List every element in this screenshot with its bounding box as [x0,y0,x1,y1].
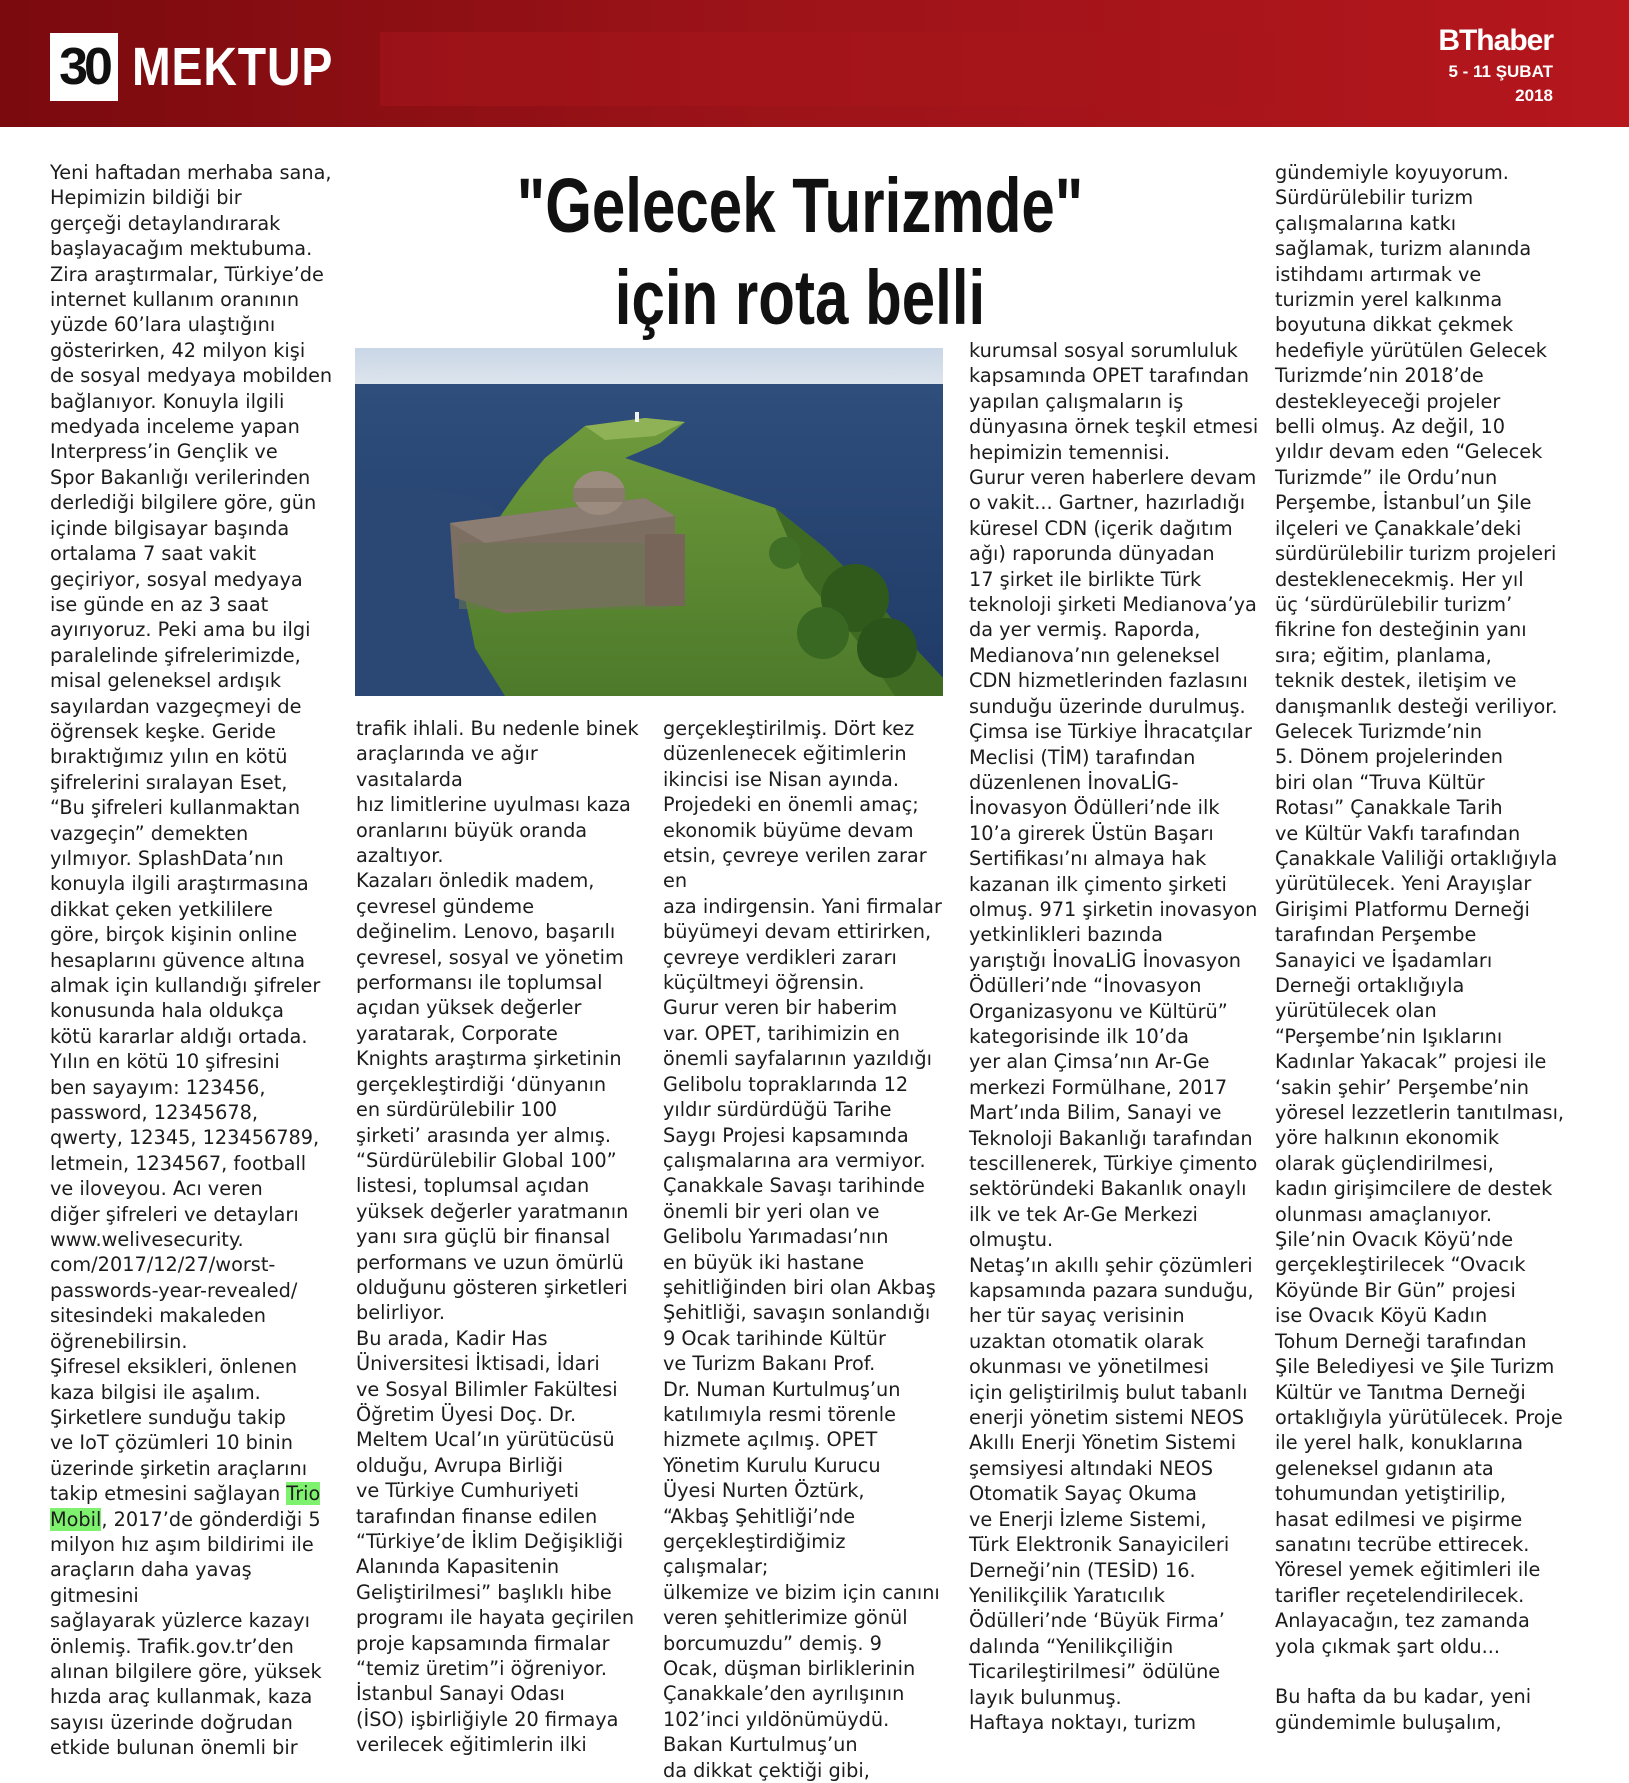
highlight-mobil: Mobil [50,1507,102,1531]
brand-logo: BThaber [1438,24,1553,57]
article-column-2: trafik ihlali. Bu nedenle binek araçlarında ve ağır vasıtalarda hız limitlerine uyulması kaza oranlarını büyük oranda azaltıyor. Kazaları önledik madem, çevresel gündeme değinelim. Lenovo, başarılı çevresel, sosyal ve yönetim performansı ile toplumsal açıdan yüksek değerler yaratarak, Corporate Knights araştırma şirketinin gerçekleştirdiği ‘dünyanın en sürdürülebilir 100 şirketi’ arasında yer almış. “Sürdürülebilir Global 100” listesi, toplumsal açıdan yüksek değerler yaratmanın yanı sıra güçlü bir finansal performans ve uzun ömürlü olduğunu gösteren şirketleri belirliyor. Bu arada, Kadir Has Üniversitesi İktisadi, İdari ve Sosyal Bilimler Fakültesi Öğretim Üyesi Doç. Dr. Meltem Ucal’ın yürütücüsü olduğu, Avrupa Birliği ve Türkiye Cumhuriyeti tarafından finanse edilen “Türkiye’de İklim Değişikliği Alanında Kapasitenin Geliştirilmesi” başlıklı hibe programı ile hayata geçirilen proje kapsamında firmalar “temiz üretim”i öğreniyor. İstanbul Sanayi Odası (İSO) işbirliğiyle 20 firmaya verilecek eğitimlerin ilki [356,717,639,1757]
issue-date-days: 5 - 11 ŞUBAT [1448,62,1553,81]
highlight-trio: Trio [286,1482,321,1506]
article-column-1 [50,160,340,1761]
headline-line-2: için rota belli [614,255,986,341]
column-1-text-b: , 2017’de gönderdiği 5 milyon hız aşım bildirimi ile araçların daha yavaş gitmesini sağlayarak yüzlerce kazayı önlemiş. Trafik.gov.tr’den alınan bilgilere göre, yüksek hızda araç kullanmak, kaza sayısı üzerinde doğrudan etkide bulunan önemli bir [50,1507,322,1760]
issue-date-year: 2018 [1515,86,1553,105]
page-number: 30 [50,33,118,101]
section-title: MEKTUP [132,37,334,97]
article-column-3: gerçekleştirilmiş. Dört kez düzenlenecek eğitimlerin ikincisi ise Nisan ayında. Projedeki en önemli amaç; ekonomik büyüme devam etsin, çevreye verilen zarar en aza indirgensin. Yani firmalar büyümeyi devam ettirirken, çevreye verdikleri zararı küçültmeyi öğrensin. Gurur veren bir haberim var. OPET, tarihimizin en önemli sayfalarının yazıldığı Gelibolu topraklarında 12 yıldır sürdürdüğü Tarihe Saygı Projesi kapsamında çalışmalarına ara vermiyor. Çanakkale Savaşı tarihinde önemli bir yeri olan ve Gelibolu Yarımadası’nın en büyük iki hastane şehitliğinden biri olan Akbaş Şehitliği, savaşın sonlandığı 9 Ocak tarihinde Kültür ve Turizm Bakanı Prof. Dr. Numan Kurtulmuş’un katılımıyla resmi törenle hizmete açılmış. OPET Yönetim Kurulu Kurucu Üyesi Nurten Öztürk, “Akbaş Şehitliği’nde gerçekleştirdiğimiz çalışmalar; ülkemize ve bizim için canını veren şehitlerimize gönül borcumuzdu” demiş. 9 Ocak, düşman birliklerinin Çanakkale’den ayrılışının 102’inci yıldönümüydü. Bakan Kurtulmuş’un da dikkat çektiği gibi, [663,717,942,1782]
column-1-text-a: Yeni haftadan merhaba sana, Hepimizin bildiği bir gerçeği detaylandırarak başlayacağım mektubuma. Zira araştırmalar, Türkiye’de internet kullanım oranının yüzde 60’lara ulaştığını gösterirken, 42 milyon kişi de sosyal medyaya mobilden bağlanıyor. Konuyla ilgili medyada inceleme yapan Interpress’in Gençlik ve Spor Bakanlığı verilerinden derlediği bilgilere göre, gün içinde bilgisayar başında ortalama 7 saat vakit geçiriyor, sosyal medyaya ise günde en az 3 saat ayırıyoruz. Peki ama bu ilgi paralelinde şifrelerimizde, misal geleneksel ardışık sayılardan vazgeçmeyi de öğrensek keşke. Geride bıraktığımız yılın en kötü şifrelerini sıralayan Eset, “Bu şifreleri kullanmaktan vazgeçin” demekten yılmıyor. SplashData’nın konuyla ilgili araştırmasına dikkat çeken yetkililere göre, birçok kişinin online hesaplarını güvence altına almak için kullandığı şifreler konusunda hala oldukça kötü kararlar aldığı ortada. Yılın en kötü 10 şifresini ben sayayım: 123456, password, 12345678, qwerty, 12345, 123456789, letmein, 1234567, football ve iloveyou. Acı veren diğer şifreleri ve detayları www.welivesecurity. com/2017/12/27/worst- passwords-year-revealed/ sitesindeki makaleden öğrenebilirsin. Şifresel eksikleri, önlenen kaza bilgisi ile aşalım. Şirketlere sunduğu takip ve IoT çözümleri 10 binin üzerinde şirketin araçlarını takip etmesini sağlayan [50,161,333,1506]
headline-line-1: "Gelecek Turizmde" [516,163,1084,249]
article-photo [355,348,943,696]
article-column-5: gündemiyle koyuyorum. Sürdürülebilir turizm çalışmalarına katkı sağlamak, turizm alanında istihdamı artırmak ve turizmin yerel kalkınma boyutuna dikkat çekmek hedefiyle yürütülen Gelecek Turizmde’nin 2018’de destekleyeceği projeler belli olmuş. Az değil, 10 yıldır devam eden “Gelecek Turizmde” ile Ordu’nun Perşembe, İstanbul’un Şile ilçeleri ve Çanakkale’deki sürdürülebilir turizm projeleri desteklenecekmiş. Her yıl üç ‘sürdürülebilir turizm’ fikrine fon desteğinin yanı sıra; eğitim, planlama, teknik destek, iletişim ve danışmanlık desteği veriliyor. Gelecek Turizmde’nin 5. Dönem projelerinden biri olan “Truva Kültür Rotası” Çanakkale Tarih ve Kültür Vakfı tarafından Çanakkale Valiliği ortaklığıyla yürütülecek. Yeni Arayışlar Girişimi Platformu Derneği tarafından Perşembe Sanayici ve İşadamları Derneği ortaklığıyla yürütülecek olan “Perşembe’nin Işıklarını Kadınlar Yakacak” projesi ile ‘sakin şehir’ Perşembe’nin yöresel lezzetlerin tanıtılması, yöre halkının ekonomik olarak güçlendirilmesi, kadın girişimcilere de destek olunması amaçlanıyor. Şile’nin Ovacık Köyü’nde gerçekleştirilecek “Ovacık Köyünde Bir Gün” projesi ise Ovacık Köyü Kadın Tohum Derneği tarafından Şile Belediyesi ve Şile Turizm Kültür ve Tanıtma Derneği ortaklığıyla yürütülecek. Proje ile yerel halk, konuklarına geleneksel gıdanın ata tohumundan yetiştirilip, hasat edilmesi ve pişirme sanatını tecrübe ettirecek. Yöresel yemek eğitimleri ile tarifler reçetelendirilecek. Anlayacağın, tez zamanda yola çıkmak şart oldu... Bu hafta da bu kadar, yeni gündemimle buluşalım, [1275,161,1565,1734]
issue-date [1448,60,1553,108]
article-column-4: kurumsal sosyal sorumluluk kapsamında OPET tarafından yapılan çalışmaların iş dünyasına örnek teşkil etmesi hepimizin temennisi. Gurur veren haberlere devam o vakit... Gartner, hazırladığı küresel CDN (içerik dağıtım ağı) raporunda dünyadan 17 şirket ile birlikte Türk teknoloji şirketi Medianova’ya da yer vermiş. Raporda, Medianova’nın geleneksel CDN hizmetlerinden fazlasını sunduğu üzerinde durulmuş. Çimsa ise Türkiye İhracatçılar Meclisi (TİM) tarafından düzenlenen İnovaLİG- İnovasyon Ödülleri’nde ilk 10’a girerek Üstün Başarı Sertifikası’nı almaya hak kazanan ilk çimento şirketi olmuş. 971 şirketin inovasyon yetkinlikleri bazında yarıştığı İnovaLİG İnovasyon Ödülleri’nde “İnovasyon Organizasyonu ve Kültürü” kategorisinde ilk 10’da yer alan Çimsa’nın Ar-Ge merkezi Formülhane, 2017 Mart’ında Bilim, Sanayi ve Teknoloji Bakanlığı tarafından tescillenerek, Türkiye çimento sektöründeki Bakanlık onaylı ilk ve tek Ar-Ge Merkezi olmuştu. Netaş’ın akıllı şehir çözümleri kapsamında pazara sunduğu, her tür sayaç verisinin uzaktan otomatik olarak okunması ve yönetilmesi için geliştirilmiş bulut tabanlı enerji yönetim sistemi NEOS Akıllı Enerji Yönetim Sistemi şemsiyesi altındaki NEOS Otomatik Sayaç Okuma ve Enerji İzleme Sistemi, Türk Elektronik Sanayicileri Derneği’nin (TESİD) 16. Yenilikçilik Yaratıcılık Ödülleri’nde ‘Büyük Firma’ dalında “Yenilikçiliğin Ticarileştirilmesi” ödülüne layık bulunmuş. Haftaya noktayı, turizm [969,339,1259,1734]
header-band [380,32,1273,106]
page-header-bar [0,0,1629,127]
article-headline [457,160,1143,344]
coastal-mosque-photo [355,348,943,696]
